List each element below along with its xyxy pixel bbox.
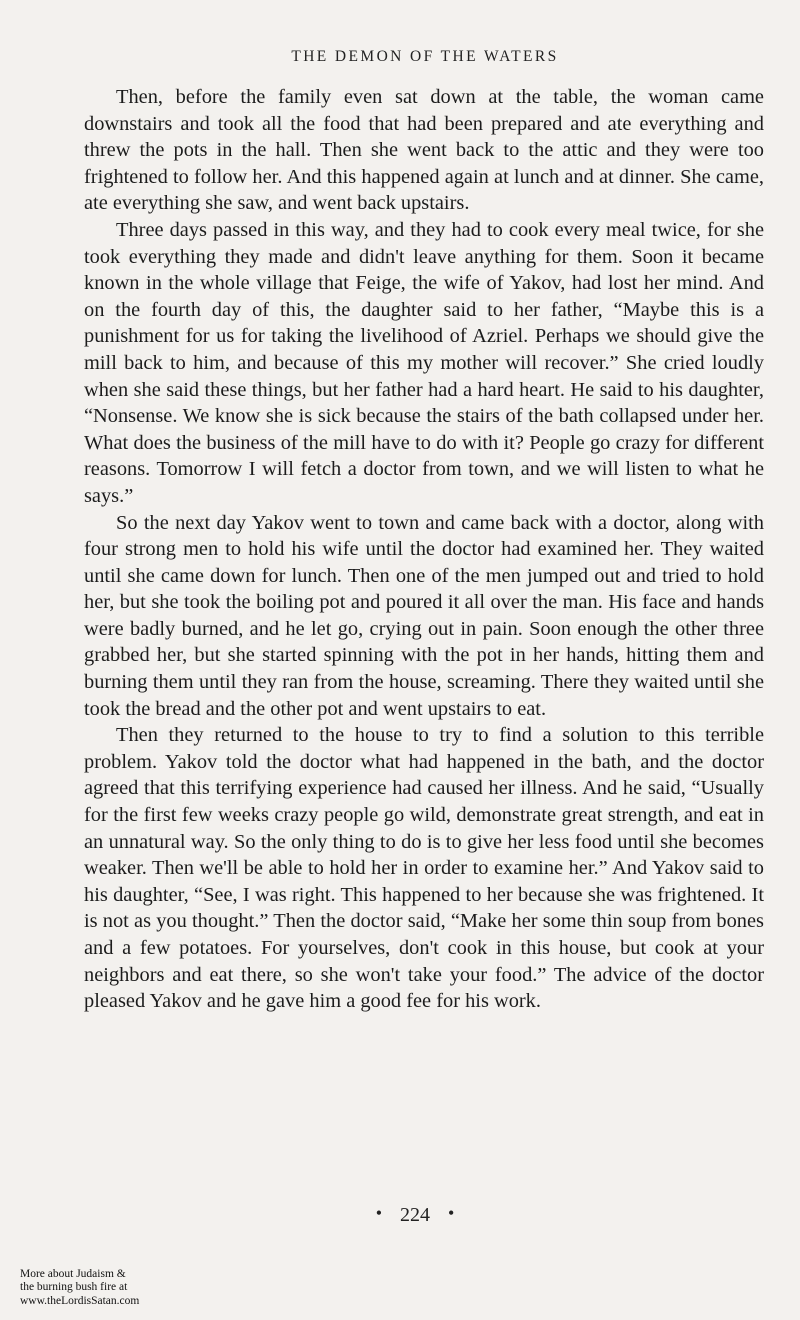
bullet-left: • [375,1203,382,1223]
page-number-line [0,1204,800,1227]
page-number: 224 [400,1204,430,1226]
watermark-line: More about Judaism & [20,1268,126,1280]
paragraph: Three days passed in this way, and they had to cook every meal twice, for she took everything they made and didn't leave anything for them. Soon it became known in the whole village that Feige, the wife of Yakov, had lost her mind. And on the fourth day of this, the daughter said to her father, “Maybe this is a punishment for us for taking the livelihood of Azriel. Perhaps we should give the mill back to him, and because of this my mother will recover.” She cried loudly when she said these things, but her father had a hard heart. He said to his daughter, “Nonsense. We know she is sick because the stairs of the bath collapsed under her. What does the business of the mill have to do with it? People go crazy for different reasons. Tomorrow I will fetch a doctor from town, and we will listen to what he says.” [84,218,764,507]
running-head: THE DEMON OF THE WATERS [291,48,559,65]
watermark-note [20,1268,200,1308]
watermark-link[interactable]: www.theLordisSatan.com [20,1294,140,1307]
bullet-right: • [448,1203,455,1223]
paragraph: Then they returned to the house to try to find a solution to this terrible problem. Yakov told the doctor what had happened in the bath, and the doctor agreed that this terrifying experience had caused her illness. And he said, “Usually for the first few weeks crazy people go wild, demonstrate great strength, and eat in an unnatural way. So the only thing to do is to give her less food until she becomes weaker. Then we'll be able to hold her in order to examine her.” And Yakov said to his daughter, “See, I was right. This happened to her because she was frightened. It is not as you thought.” Then the doctor said, “Make her some thin soup from bones and a few potatoes. For yourselves, don't cook in this house, but cook at your neighbors and eat there, so she won't take your food.” The advice of the doctor pleased Yakov and he gave him a good fee for his work. [84,724,764,1013]
watermark-line: the burning bush fire at [20,1281,128,1294]
paragraph: Then, before the family even sat down at the table, the woman came downstairs and took all the food that had been prepared and ate everything and threw the pots in the hall. Then she went back to the attic and they were too frightened to follow her. And this happened again at lunch and at dinner. She came, ate everything she saw, and went back upstairs. [84,86,764,215]
body-text [84,84,764,1015]
paragraph: So the next day Yakov went to town and came back with a doctor, along with four strong men to hold his wife until the doctor had examined her. They waited until she came down for lunch. Then one of the men jumped out and tried to hold her, but she took the boiling pot and poured it all over the man. His face and hands were badly burned, and he let go, crying out in pain. Soon enough the other three grabbed her, but she started spinning with the pot in her hands, hitting them and burning them until they ran from the house, screaming. There they waited until she took the bread and the other pot and went upstairs to eat. [84,511,764,720]
